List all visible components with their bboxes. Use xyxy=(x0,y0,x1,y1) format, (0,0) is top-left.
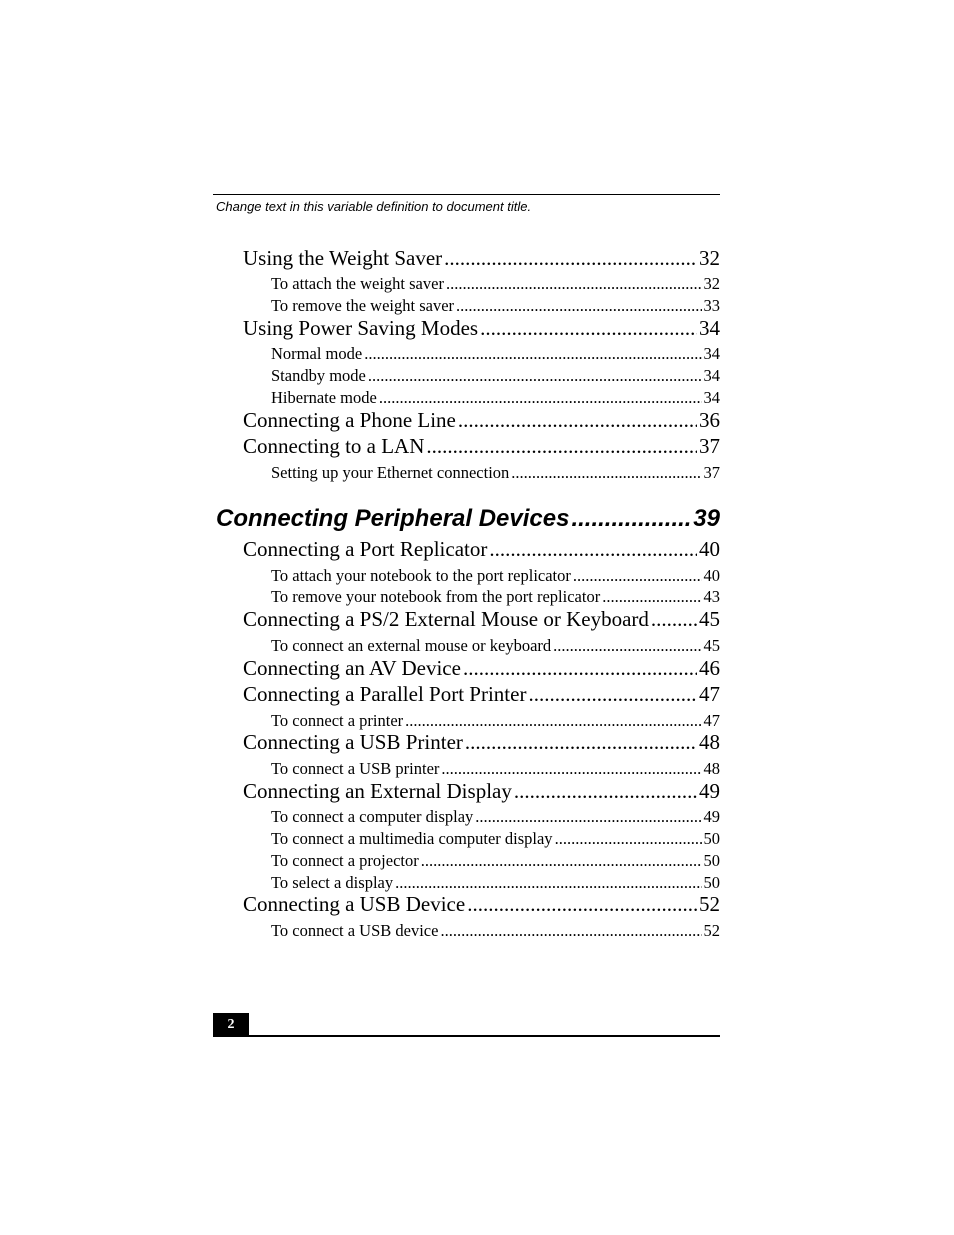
toc-entry-title: To attach your notebook to the port replicator xyxy=(271,566,571,585)
toc-entry-page: 37 xyxy=(703,463,720,482)
toc-entry-page: 34 xyxy=(703,366,720,385)
toc-entry-title: To select a display xyxy=(271,873,394,892)
toc-entry-title: Connecting a USB Device xyxy=(243,892,466,916)
toc-entry-page: 47 xyxy=(699,682,720,706)
toc-entry-page: 46 xyxy=(699,656,720,680)
dot-leader xyxy=(456,296,701,316)
dot-leader xyxy=(602,587,701,607)
toc-entry[interactable] xyxy=(271,829,720,849)
toc-entry[interactable] xyxy=(243,779,720,804)
toc-entry[interactable] xyxy=(271,344,720,364)
toc-entry-page: 43 xyxy=(703,587,720,606)
toc-entry[interactable] xyxy=(271,759,720,779)
toc-entry-page: 32 xyxy=(703,274,720,293)
toc-entry-page: 45 xyxy=(699,607,720,631)
toc-entry-page: 48 xyxy=(703,759,720,778)
toc-entry-title: Connecting to a LAN xyxy=(243,434,425,458)
dot-leader xyxy=(446,274,702,294)
toc-entry[interactable] xyxy=(271,636,720,656)
toc-entry-title: To connect a projector xyxy=(271,851,419,870)
header-rule xyxy=(213,194,720,195)
dot-leader xyxy=(368,366,702,386)
toc-entry-page: 37 xyxy=(699,434,720,458)
dot-leader xyxy=(573,566,702,586)
toc-entry-title: Connecting a Phone Line xyxy=(243,408,456,432)
dot-leader xyxy=(571,505,691,533)
toc-entry[interactable] xyxy=(243,607,720,632)
dot-leader xyxy=(555,829,702,849)
toc-entry-title: To connect a computer display xyxy=(271,807,474,826)
toc-entry-page: 52 xyxy=(703,921,720,940)
toc-entry-title: Connecting Peripheral Devices xyxy=(216,505,570,532)
toc-entry-title: Hibernate mode xyxy=(271,388,377,407)
toc-entry-title: Standby mode xyxy=(271,366,366,385)
running-header: Change text in this variable definition to document title. xyxy=(216,199,532,214)
toc-entry-page: 40 xyxy=(699,537,720,561)
toc-entry-page: 47 xyxy=(703,711,720,730)
toc-entry-page: 34 xyxy=(699,316,720,340)
toc-entry-page: 39 xyxy=(693,505,720,532)
dot-leader xyxy=(426,434,697,459)
toc-entry[interactable] xyxy=(271,296,720,316)
toc-entry[interactable] xyxy=(243,892,720,917)
toc-entry[interactable] xyxy=(271,851,720,871)
dot-leader xyxy=(441,759,701,779)
toc-entry[interactable] xyxy=(271,921,720,941)
toc-entry-page: 40 xyxy=(703,566,720,585)
toc-entry[interactable] xyxy=(243,316,720,341)
toc-entry-title: Setting up your Ethernet connection xyxy=(271,463,510,482)
dot-leader xyxy=(465,730,697,755)
toc-entry-title: Connecting a Port Replicator xyxy=(243,537,488,561)
dot-leader xyxy=(405,711,701,731)
toc-entry[interactable] xyxy=(271,388,720,408)
toc-entry-title: Connecting a PS/2 External Mouse or Keyboard xyxy=(243,607,649,631)
toc-entry-title: To connect an external mouse or keyboard xyxy=(271,636,552,655)
toc-entry-page: 52 xyxy=(699,892,720,916)
dot-leader xyxy=(421,851,702,871)
dot-leader xyxy=(514,779,697,804)
toc-entry-page: 32 xyxy=(699,246,720,270)
toc-entry-page: 50 xyxy=(703,829,720,848)
toc-entry-page: 48 xyxy=(699,730,720,754)
dot-leader xyxy=(475,807,701,827)
toc-entry-title: Connecting an External Display xyxy=(243,779,512,803)
toc-entry[interactable] xyxy=(271,807,720,827)
toc-entry-title: To connect a printer xyxy=(271,711,404,730)
toc-entry[interactable] xyxy=(243,730,720,755)
toc-entry[interactable] xyxy=(243,408,720,433)
dot-leader xyxy=(467,892,697,917)
toc-entry[interactable] xyxy=(271,566,720,586)
toc-entry-title: Normal mode xyxy=(271,344,363,363)
toc-entry-title: To remove the weight saver xyxy=(271,296,455,315)
dot-leader xyxy=(379,388,702,408)
page-number-badge: 2 xyxy=(213,1013,249,1036)
toc-entry-page: 49 xyxy=(703,807,720,826)
toc-entry-title: Using the Weight Saver xyxy=(243,246,443,270)
toc-entry-title: To connect a multimedia computer display xyxy=(271,829,553,848)
toc-entry-page: 45 xyxy=(703,636,720,655)
toc-entry[interactable] xyxy=(243,682,720,707)
toc-entry-title: To attach the weight saver xyxy=(271,274,444,293)
dot-leader xyxy=(463,656,697,681)
toc-entry[interactable] xyxy=(243,537,720,562)
toc-entry[interactable] xyxy=(271,463,720,483)
toc-entry-title: Connecting a Parallel Port Printer xyxy=(243,682,527,706)
dot-leader xyxy=(480,316,697,341)
toc-entry-page: 34 xyxy=(703,388,720,407)
dot-leader xyxy=(511,463,701,483)
toc-entry[interactable] xyxy=(243,246,720,271)
toc-entry[interactable] xyxy=(271,587,720,607)
toc-entry-title: To connect a USB device xyxy=(271,921,439,940)
toc-entry-page: 50 xyxy=(703,873,720,892)
dot-leader xyxy=(364,344,701,364)
dot-leader xyxy=(440,921,701,941)
toc-entry-title: Connecting an AV Device xyxy=(243,656,461,680)
dot-leader xyxy=(458,408,697,433)
dot-leader xyxy=(553,636,701,656)
dot-leader xyxy=(651,607,697,632)
dot-leader xyxy=(444,246,697,271)
toc-entry-page: 49 xyxy=(699,779,720,803)
toc-entry-title: Using Power Saving Modes xyxy=(243,316,479,340)
toc-entry-page: 36 xyxy=(699,408,720,432)
toc-entry[interactable] xyxy=(271,711,720,731)
toc-entry[interactable] xyxy=(271,873,720,893)
dot-leader xyxy=(489,537,697,562)
toc-entry-page: 33 xyxy=(703,296,720,315)
footer-rule xyxy=(213,1035,720,1037)
toc-entry-title: To connect a USB printer xyxy=(271,759,440,778)
toc-entry[interactable] xyxy=(271,274,720,294)
dot-leader xyxy=(528,682,697,707)
toc-entry-page: 34 xyxy=(703,344,720,363)
toc-entry[interactable] xyxy=(271,366,720,386)
toc-entry-page: 50 xyxy=(703,851,720,870)
toc-entry-title: Connecting a USB Printer xyxy=(243,730,463,754)
dot-leader xyxy=(395,873,701,893)
chapter-entry[interactable] xyxy=(216,505,720,533)
toc-entry[interactable] xyxy=(243,434,720,459)
toc-entry-title: To remove your notebook from the port replicator xyxy=(271,587,601,606)
toc-entry[interactable] xyxy=(243,656,720,681)
